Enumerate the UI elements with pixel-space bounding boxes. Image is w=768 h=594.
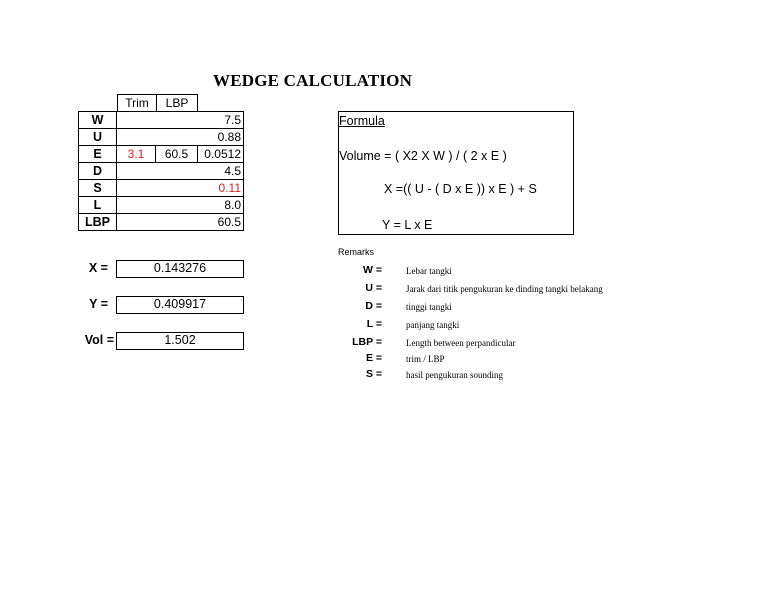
param-value-e[interactable]: 0.0512 [198,146,244,163]
remark-key-lbp: LBP = [352,336,382,348]
param-value-u[interactable]: 0.88 [117,129,244,146]
param-label-e: E [79,146,117,163]
formula-box [338,111,574,235]
param-value-w[interactable]: 7.5 [117,112,244,129]
result-value-y[interactable]: 0.409917 [116,296,244,314]
param-value-e-trim[interactable]: 3.1 [117,146,156,163]
column-header-lbp: LBP [156,94,198,111]
result-value-x[interactable]: 0.143276 [116,260,244,278]
param-label-s: S [79,180,117,197]
result-label-y: Y = [89,297,108,311]
formula-y: Y = L x E [382,218,433,232]
table-row-w [79,112,244,129]
param-label-l: L [79,197,117,214]
param-label-lbp: LBP [79,214,117,231]
remark-key-u: U = [365,282,382,294]
remark-text-e: trim / LBP [406,354,445,364]
remark-key-w: W = [363,264,382,276]
result-label-x: X = [88,261,108,275]
parameter-table [78,111,244,231]
remark-text-s: hasil pengukuran sounding [406,370,503,380]
column-header-trim: Trim [117,94,157,111]
table-row-u [79,129,244,146]
remark-text-u: Jarak dari titik pengukuran ke dinding tangki belakang [406,284,603,294]
result-label-vol: Vol = [84,333,114,347]
table-row-l [79,197,244,214]
remark-text-lbp: Length between perpandicular [406,338,516,348]
param-value-d[interactable]: 4.5 [117,163,244,180]
table-row-lbp [79,214,244,231]
page-title: WEDGE CALCULATION [213,71,413,90]
remark-key-l: L = [366,318,382,330]
param-label-w: W [79,112,117,129]
table-row-e [79,146,244,163]
param-value-s[interactable]: 0.11 [117,180,244,197]
param-value-l[interactable]: 8.0 [117,197,244,214]
remark-key-s: S = [365,368,382,380]
param-label-u: U [79,129,117,146]
formula-volume: Volume = ( X2 X W ) / ( 2 x E ) [339,149,507,163]
remark-text-w: Lebar tangki [406,266,452,276]
remark-key-d: D = [365,300,382,312]
formula-x: X =(( U - ( D x E )) x E ) + S [384,182,537,196]
result-value-vol[interactable]: 1.502 [116,332,244,350]
formula-heading: Formula [339,114,385,128]
param-label-d: D [79,163,117,180]
param-value-lbp[interactable]: 60.5 [117,214,244,231]
remark-text-d: tinggi tangki [406,302,452,312]
param-value-e-lbp[interactable]: 60.5 [156,146,198,163]
remarks-title: Remarks [338,247,375,257]
remark-text-l: panjang tangki [406,320,460,330]
table-row-d [79,163,244,180]
table-row-s [79,180,244,197]
remark-key-e: E = [365,352,382,364]
